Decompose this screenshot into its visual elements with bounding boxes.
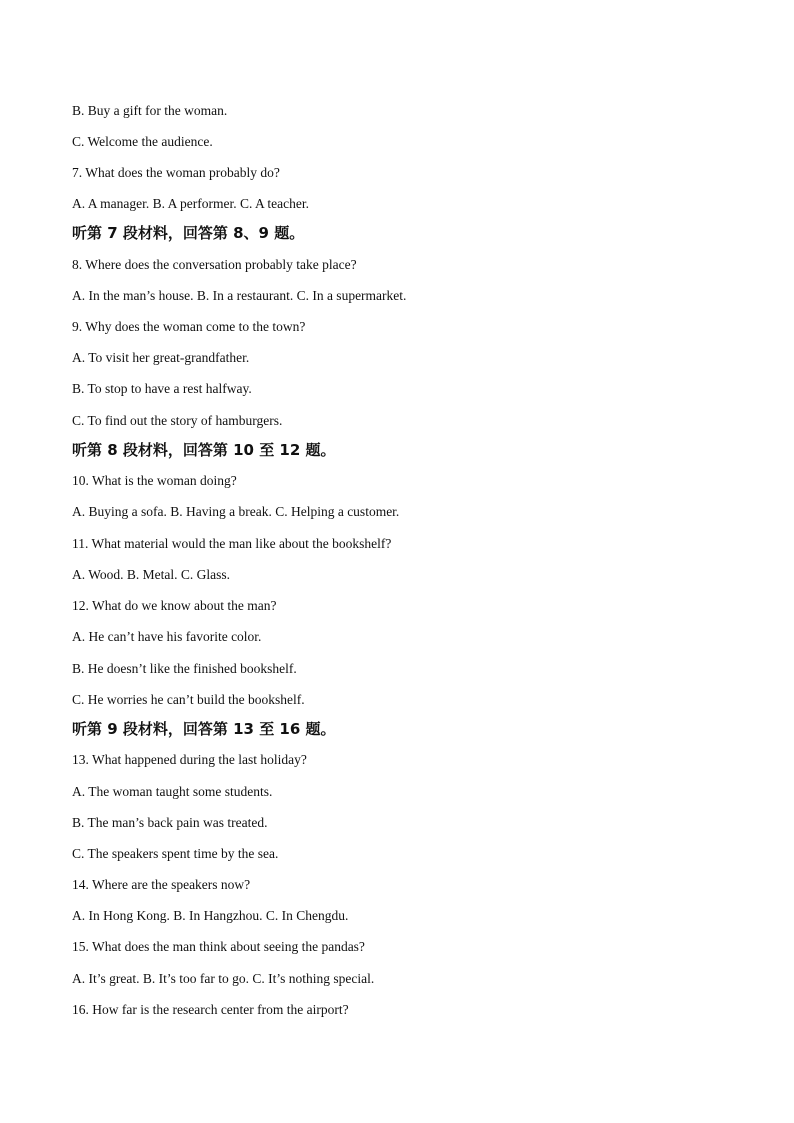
question-13: 13. What happened during the last holiday? bbox=[72, 752, 307, 767]
question-11: 11. What material would the man like about the bookshelf? bbox=[72, 536, 392, 551]
section-heading-passage-8: 听第 8 段材料，回答第 10 至 12 题。 bbox=[72, 441, 336, 459]
options-14: A. In Hong Kong. B. In Hangzhou. C. In Chengdu. bbox=[72, 908, 349, 923]
question-15: 15. What does the man think about seeing the pandas? bbox=[72, 939, 365, 954]
section-heading-passage-7: 听第 7 段材料，回答第 8、9 题。 bbox=[72, 224, 305, 242]
options-10: A. Buying a sofa. B. Having a break. C. Helping a customer. bbox=[72, 504, 400, 519]
option-13b: B. The man’s back pain was treated. bbox=[72, 815, 268, 830]
question-12: 12. What do we know about the man? bbox=[72, 598, 277, 613]
options-7: A. A manager. B. A performer. C. A teacher. bbox=[72, 196, 309, 211]
option-6b: B. Buy a gift for the woman. bbox=[72, 103, 228, 118]
question-9: 9. Why does the woman come to the town? bbox=[72, 319, 306, 334]
option-9c: C. To find out the story of hamburgers. bbox=[72, 413, 283, 428]
options-8: A. In the man’s house. B. In a restaurant. C. In a supermarket. bbox=[72, 288, 407, 303]
option-9a: A. To visit her great-grandfather. bbox=[72, 350, 250, 365]
option-13a: A. The woman taught some students. bbox=[72, 784, 273, 799]
options-11: A. Wood. B. Metal. C. Glass. bbox=[72, 567, 231, 582]
question-16: 16. How far is the research center from the airport? bbox=[72, 1002, 349, 1017]
option-6c: C. Welcome the audience. bbox=[72, 134, 213, 149]
section-heading-passage-9: 听第 9 段材料，回答第 13 至 16 题。 bbox=[72, 720, 336, 738]
option-12b: B. He doesn’t like the finished bookshelf. bbox=[72, 661, 297, 676]
option-9b: B. To stop to have a rest halfway. bbox=[72, 381, 252, 396]
option-13c: C. The speakers spent time by the sea. bbox=[72, 846, 279, 861]
question-7: 7. What does the woman probably do? bbox=[72, 165, 280, 180]
option-12c: C. He worries he can’t build the bookshelf. bbox=[72, 692, 305, 707]
question-14: 14. Where are the speakers now? bbox=[72, 877, 251, 892]
option-12a: A. He can’t have his favorite color. bbox=[72, 629, 262, 644]
options-15: A. It’s great. B. It’s too far to go. C. It’s nothing special. bbox=[72, 971, 375, 986]
question-8: 8. Where does the conversation probably take place? bbox=[72, 257, 357, 272]
question-10: 10. What is the woman doing? bbox=[72, 473, 237, 488]
